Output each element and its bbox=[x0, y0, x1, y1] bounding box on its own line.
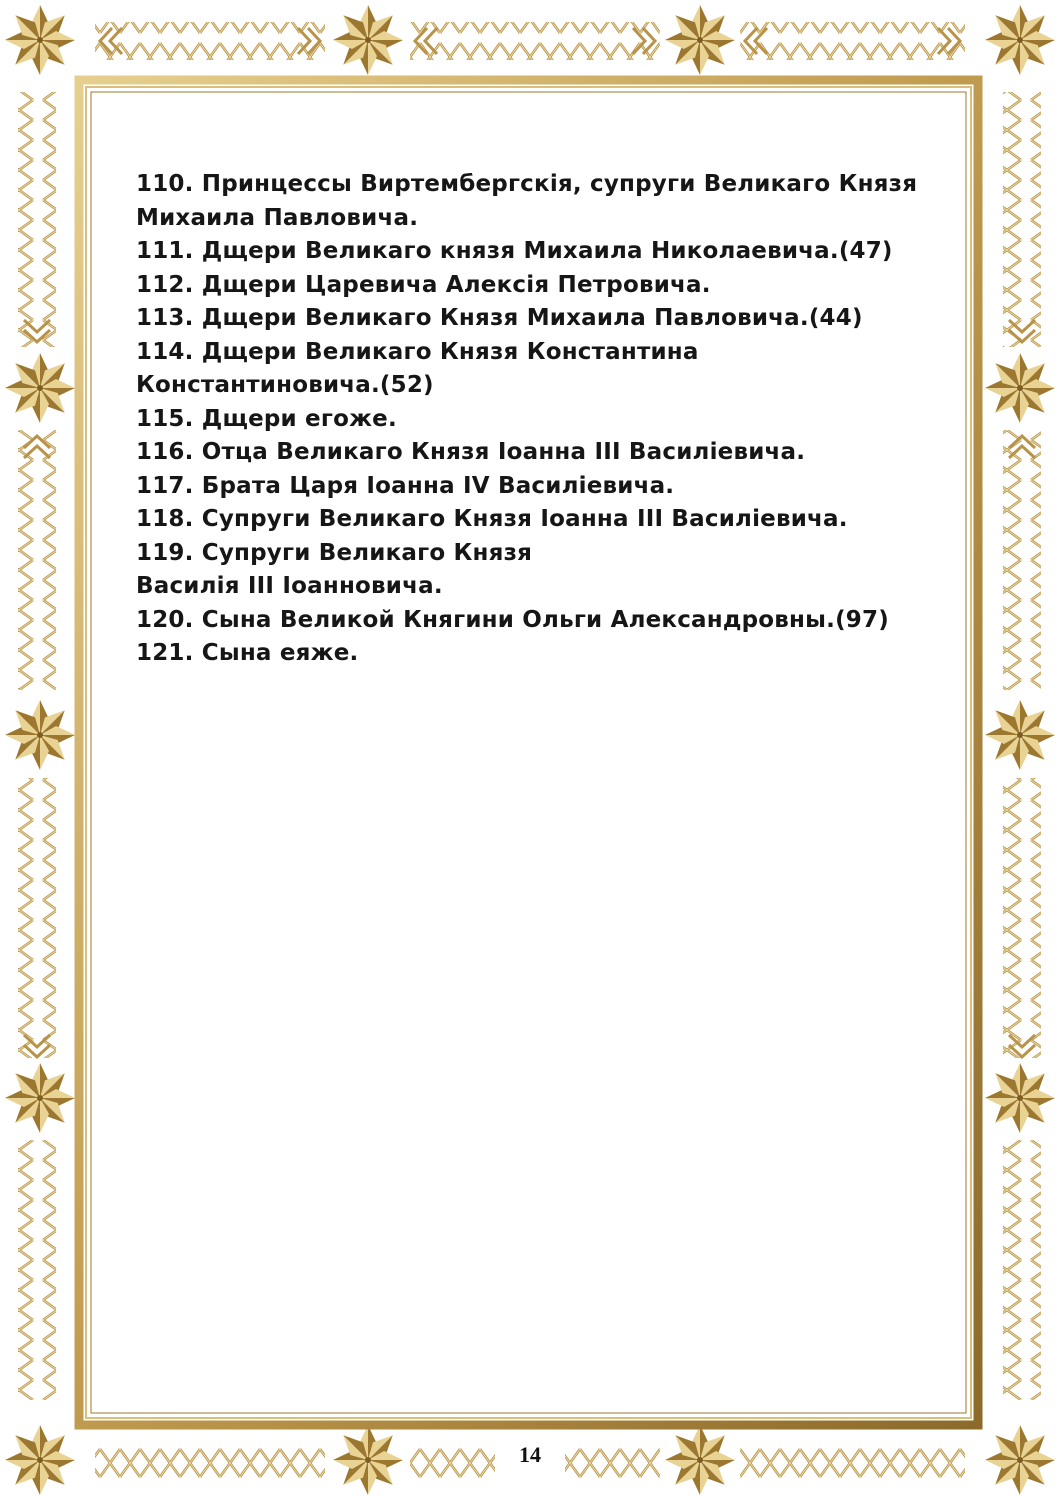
entry-line: Василія III Іоанновича. bbox=[136, 573, 443, 599]
page-number: 14 bbox=[519, 1442, 541, 1467]
lattice-band-top bbox=[95, 22, 965, 60]
entry-line: 118. Супруги Великаго Князя Іоанна III Василіевича. bbox=[136, 506, 848, 532]
entry-line: 110. Принцессы Виртембергскія, супруги Великаго Князя bbox=[136, 171, 918, 197]
entry-line: 115. Дщери егоже. bbox=[136, 405, 397, 432]
entry-line: 111. Дщери Великаго князя Михаила Николаевича.(47) bbox=[136, 238, 893, 264]
entry-line: 113. Дщери Великаго Князя Михаила Павловича.(44) bbox=[136, 305, 863, 331]
entry-line: 120. Сына Великой Княгини Ольги Александровны.(97) bbox=[136, 606, 889, 633]
entry-line: Михаила Павловича. bbox=[136, 204, 419, 231]
entry-line: 119. Супруги Великаго Князя bbox=[136, 539, 533, 566]
text-panel bbox=[136, 168, 936, 671]
entry-line: 112. Дщери Царевича Алексія Петровича. bbox=[136, 271, 711, 298]
entry-line: 114. Дщери Великаго Князя Константина bbox=[136, 338, 699, 365]
entry-line: Константиновича.(52) bbox=[136, 372, 434, 398]
entry-line: 117. Брата Царя Іоанна IV Василіевича. bbox=[136, 472, 675, 499]
entry-line: 121. Сына еяже. bbox=[136, 640, 359, 666]
entry-line: 116. Отца Великаго Князя Іоанна III Василіевича. bbox=[136, 439, 806, 465]
